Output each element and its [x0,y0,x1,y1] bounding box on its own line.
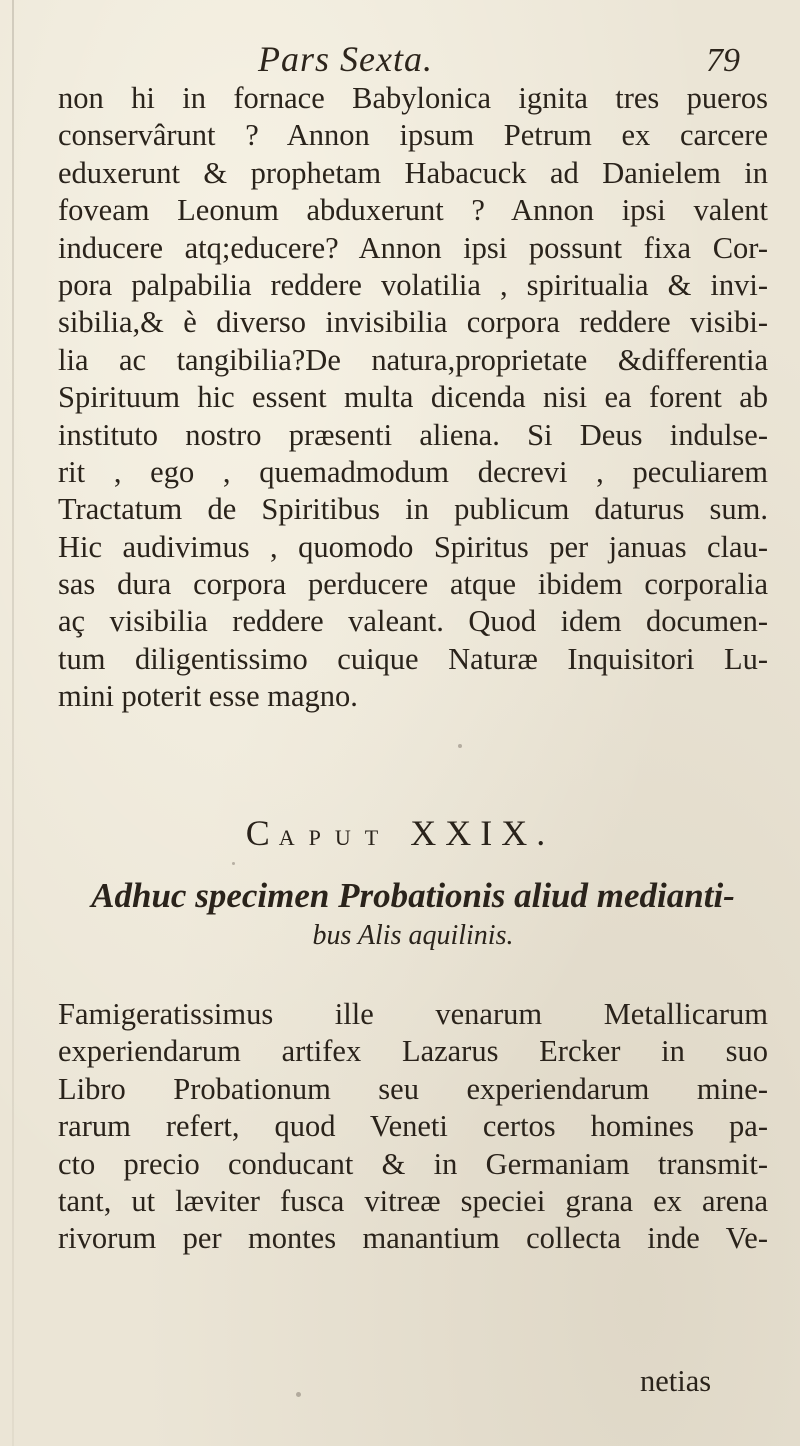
paper-speck [458,744,462,748]
text-line: rit , ego , quemadmodum decrevi , peculiarem [58,454,768,489]
text-line: Famigeratissimus ille venarum Metallicarum [58,997,768,1031]
text-line: tant, ut læviter fusca vitreæ speciei grana ex arena [58,1183,768,1218]
text-line: rarum refert, quod Veneti certos homines pa- [58,1109,768,1144]
text-line: inducere atq;educere? Annon ipsi possunt fixa Cor- [58,230,768,265]
paper-speck [232,862,235,865]
text-line: Hic audivimus , quomodo Spiritus per januas clau- [58,529,768,564]
chapter-subtitle [60,876,766,956]
text-line: non hi in fornace Babylonica ignita tres pueros [58,81,768,115]
paper-speck [296,1392,301,1397]
text-line: lia ac tangibilia?De natura,proprietate &differentia [58,342,768,377]
running-title: Pars Sexta. [258,39,433,79]
binding-gutter [12,0,14,1446]
running-head [0,30,800,80]
subtitle-line-2: bus Alis aquilinis. [312,920,514,951]
text-line: Tractatum de Spiritibus in publicum daturus sum. [58,492,768,527]
text-line: rivorum per montes manantium collecta inde Ve- [58,1221,768,1256]
catchword: netias [640,1364,712,1398]
text-line: sibilia,& è diverso invisibilia corpora reddere visibi- [58,305,768,340]
text-line: eduxerunt & prophetam Habacuck ad Danielem in [58,155,768,190]
text-line: experiendarum artifex Lazarus Ercker in suo [58,1034,768,1069]
paragraph-2 [58,996,768,1258]
text-line: conservârunt ? Annon ipsum Petrum ex carcere [58,118,768,153]
chapter-word: APUT [278,825,393,850]
text-line: tum diligentissimo cuique Naturæ Inquisitori Lu- [58,641,768,676]
page-number: 79 [706,42,740,79]
chapter-numeral: XXIX. [410,813,555,853]
paragraph-1 [58,80,768,716]
text-line: sas dura corpora perducere atque ibidem corporalia [58,567,768,602]
text-line: mini poterit esse magno. [58,679,358,714]
text-line: aç visibilia reddere valeant. Quod idem documen- [58,604,768,639]
text-line: pora palpabilia reddere volatilia , spiritualia & invi- [58,267,768,302]
text-line: cto precio conducant & in Germaniam transmit- [58,1146,768,1181]
subtitle-line-1: Adhuc specimen Probationis aliud medianti- [91,876,735,915]
chapter-first-letter: C [245,813,279,853]
chapter-heading [0,812,800,854]
text-line: Libro Probationum seu experiendarum mine- [58,1071,768,1106]
text-line: foveam Leonum abduxerunt ? Annon ipsi valent [58,193,768,228]
text-line: instituto nostro præsenti aliena. Si Deus indulse- [58,417,768,452]
text-line: Spirituum hic essent multa dicenda nisi ea forent ab [58,380,768,415]
